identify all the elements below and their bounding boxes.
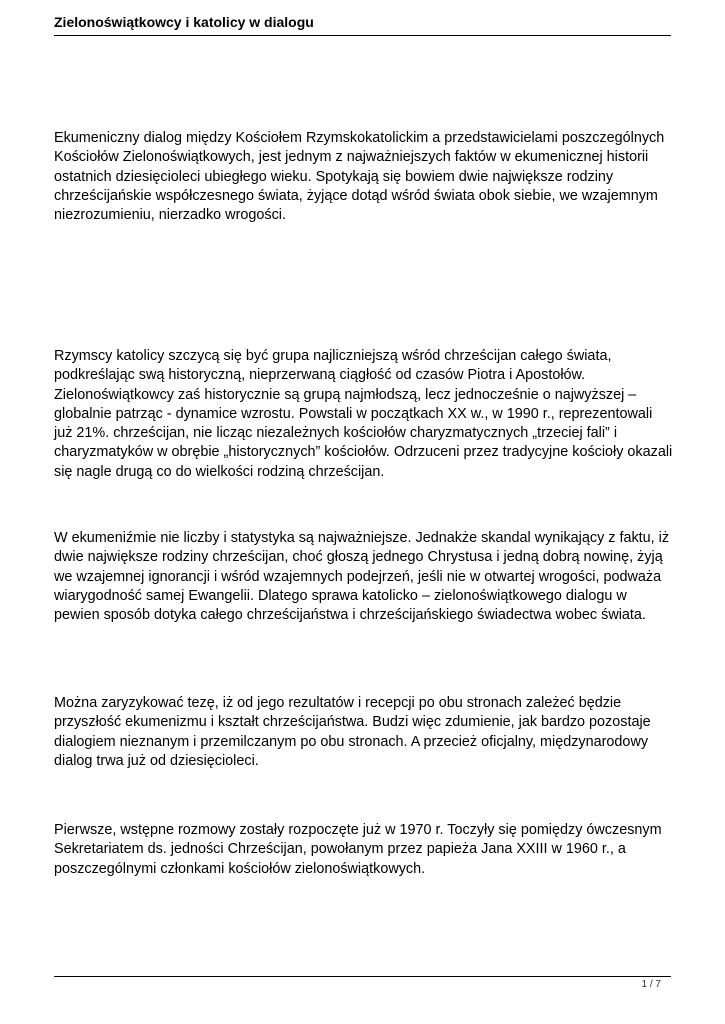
paragraph-4: Można zaryzykować tezę, iż od jego rezultatów i recepcji po obu stronach zależeć będzie przyszłość ekumenizmu i kształt chrześcijaństwa. Budzi więc zdumienie, jak bardzo pozostaje dialogiem nieznanym i przemilczanym po obu stronach. A przecież oficjalny, międzynarodowy dialog trwa już od dziesięcioleci. xyxy=(54,695,651,769)
header-divider xyxy=(54,35,671,36)
paragraph-5: Pierwsze, wstępne rozmowy zostały rozpoczęte już w 1970 r. Toczyły się pomiędzy ówczesnym Sekretariatem ds. jedności Chrześcijan, powołanym przez papieża Jana XXIII w 1960 r., a poszczególnymi członkami kościołów zielonoświątkowych. xyxy=(54,822,662,877)
paragraph-3: W ekumeniźmie nie liczby i statystyka są najważniejsze. Jednakże skandal wynikający z faktu, iż dwie największe rodziny chrześcijan, choć głoszą jednego Chrystusa i jedną dobrą nowinę, żyją we wzajemnej ignorancji i wśród wzajemnych podejrzeń, jeśli nie w otwartej wrogości, podważa wiarygodność samej Ewangelii. Dlatego sprawa katolicko – zielonoświątkowego dialogu w pewien sposób dotyka całego chrześcijaństwa i chrześcijańskiego świadectwa wobec świata. xyxy=(54,530,670,624)
document-header-title: Zielonoświątkowcy i katolicy w dialogu xyxy=(54,14,314,30)
paragraph-2: Rzymscy katolicy szczycą się być grupa najliczniejszą wśród chrześcijan całego świata, podkreślając swą historyczną, nieprzerwaną ciągłość od czasów Piotra i Apostołów. Zielonoświątkowcy zaś historycznie są grupą najmłodszą, lecz jednocześnie o najwyższej – globalnie patrząc - dynamice wzrostu. Powstali w początkach XX w., w 1990 r., reprezentowali już 21%. chrześcijan, nie licząc niezależnych kościołów charyzmatycznych „trzeciej fali” i charyzmatyków w obrębie „historycznych” kościołów. Odrzuceni przez tradycyjne kościoły okazali się nagle drugą co do wielkości rodziną chrześcijan. xyxy=(54,348,673,480)
footer-divider xyxy=(54,976,671,977)
paragraph-1: Ekumeniczny dialog między Kościołem Rzymskokatolickim a przedstawicielami poszczególnych Kościołów Zielonoświątkowych, jest jednym z najważniejszych faktów w ekumenicznej historii ostatnich dziesięcioleci ubiegłego wieku. Spotykają się bowiem dwie największe rodziny chrześcijańskie współczesnego świata, żyjące dotąd wśród świata obok siebie, we wzajemnym niezrozumieniu, nierzadko wrogości. xyxy=(54,130,665,224)
page-number: 1 / 7 xyxy=(641,979,661,990)
